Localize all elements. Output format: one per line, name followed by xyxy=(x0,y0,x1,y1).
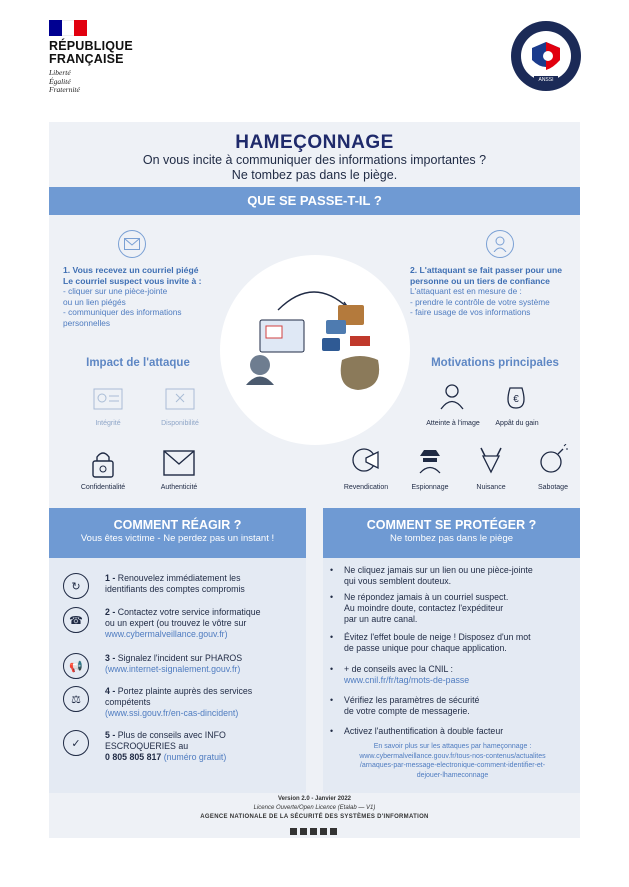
justice-scales-icon: ⚖ xyxy=(63,686,89,712)
step-number: 4 - xyxy=(105,686,116,696)
page-title: HAMEÇONNAGE xyxy=(235,132,394,153)
step-1-subtitle: Le courriel suspect vous invite à : xyxy=(63,275,202,286)
impact-label-availability: Disponibilité xyxy=(161,420,199,427)
phishing-illustration xyxy=(238,280,388,400)
step-number: 2 - xyxy=(105,607,116,617)
tip-line: de votre compte de messagerie. xyxy=(344,706,470,716)
tip-line: Évitez l'effet boule de neige ! Disposez d'un mot xyxy=(344,632,531,642)
youtube-icon[interactable] xyxy=(310,828,317,835)
tip-line: par un autre canal. xyxy=(344,614,418,624)
step-1-line: - communiquer des informations xyxy=(63,307,182,317)
tip-line: qui vous semblent douteux. xyxy=(344,576,452,586)
step-number: 3 - xyxy=(105,653,116,663)
footnote-line: En savoir plus sur les attaques par hameçonnage : xyxy=(373,743,532,750)
step-1-line: - cliquer sur une pièce-jointe xyxy=(63,286,168,296)
step-1-line: ou un lien piégés xyxy=(63,296,126,307)
react-step-5 xyxy=(63,730,298,763)
step-2-title-cont: personne ou un tiers de confiance xyxy=(410,275,550,286)
impact-label-confidentiality: Confidentialité xyxy=(80,484,126,491)
pharos-link[interactable]: (www.internet-signalement.gouv.fr) xyxy=(105,664,241,674)
protect-header xyxy=(323,508,580,558)
protect-tip-6: • Activez l'authentification à double facteur xyxy=(330,726,504,736)
react-step-1 xyxy=(63,573,298,599)
step-2-line: - faire usage de vos informations xyxy=(410,307,531,317)
protect-tip-5: • Vérifiez les paramètres de sécurité de votre compte de messagerie. xyxy=(330,695,480,716)
more-info-footnote xyxy=(330,742,575,780)
envelope-icon xyxy=(124,238,140,250)
step-line: ESCROQUERIES au xyxy=(105,741,189,751)
react-header xyxy=(49,508,306,558)
step-line: compétents xyxy=(105,697,151,707)
tip-line: de passe unique pour chaque application. xyxy=(344,643,507,653)
step-2-subtitle: L'attaquant est en mesure de : xyxy=(410,286,522,296)
republic-motto xyxy=(49,69,80,95)
confidentiality-lock-icon xyxy=(92,450,114,478)
section-heading-what-happens: QUE SE PASSE-T-IL ? xyxy=(49,187,580,215)
ssi-incident-link[interactable]: (www.ssi.gouv.fr/en-cas-dincident) xyxy=(105,708,239,718)
integrity-icon xyxy=(93,388,123,410)
agency-name: AGENCE NATIONALE DE LA SÉCURITÉ DES SYSTÈMES D'INFORMATION xyxy=(200,814,429,820)
page-subtitle xyxy=(49,153,580,183)
protect-tip-2: • Ne répondez jamais à un courriel suspect. Au moindre doute, contactez l'expéditeur par un autre canal. xyxy=(330,592,509,624)
step-line: Plus de conseils avec INFO xyxy=(117,730,226,740)
tip-line: Ne cliquez jamais sur un lien ou une pièce-jointe xyxy=(344,565,533,575)
spy-icon xyxy=(416,446,444,474)
republique-francaise-wordmark xyxy=(49,40,133,66)
money-bag-icon xyxy=(502,380,530,410)
checklist-icon: ✓ xyxy=(63,730,89,756)
react-title: COMMENT RÉAGIR ? xyxy=(113,518,242,532)
motto-liberte: Liberté xyxy=(49,68,71,77)
motivation-label-espionnage: Espionnage xyxy=(411,484,449,491)
protect-tip-3: • Évitez l'effet boule de neige ! Disposez d'un mot de passe unique pour chaque application. xyxy=(330,632,531,653)
footnote-link[interactable]: www.cybermalveillance.gouv.fr/tous-nos-contenus/actualites xyxy=(359,752,546,760)
availability-icon xyxy=(165,388,195,410)
motivation-label-gain: Appât du gain xyxy=(495,420,539,427)
version-line: Version 2.0 - Janvier 2022 xyxy=(277,796,352,802)
anssi-seal-logo xyxy=(510,20,582,92)
protect-subtitle: Ne tombez pas dans le piège xyxy=(389,533,514,544)
protect-tip-1: • Ne cliquez jamais sur un lien ou une pièce-jointe qui vous semblent douteux. xyxy=(330,565,533,586)
step-1-text xyxy=(63,265,223,328)
republique-text: RÉPUBLIQUE xyxy=(49,39,133,53)
image-damage-icon xyxy=(438,382,466,410)
motivation-label-sabotage: Sabotage xyxy=(538,484,568,491)
mail-icon[interactable] xyxy=(330,828,337,835)
motto-egalite: Égalité xyxy=(49,76,71,86)
step-number: 1 - xyxy=(105,573,116,583)
step-line: Signalez l'incident sur PHAROS xyxy=(117,653,243,663)
motivation-label-nuisance: Nuisance xyxy=(476,484,506,491)
motivation-label-image: Atteinte à l'image xyxy=(426,420,480,427)
impact-label-authenticity: Authenticité xyxy=(160,484,198,491)
francaise-text: FRANÇAISE xyxy=(49,52,124,66)
protect-tip-4: • + de conseils avec la CNIL : www.cnil.fr/fr/tag/mots-de-passe xyxy=(330,664,470,685)
support-headset-icon: ☎ xyxy=(63,607,89,633)
motto-fraternite: Fraternité xyxy=(49,85,80,94)
tip-line: + de conseils avec la CNIL : xyxy=(344,664,453,674)
devil-nuisance-icon xyxy=(477,446,505,474)
step-2-line: - prendre le contrôle de votre système xyxy=(410,296,550,307)
step-number: 5 - xyxy=(105,730,116,740)
licence-line: Licence Ouverte/Open Licence (Etalab — V1) xyxy=(253,805,376,811)
linkedin-icon[interactable] xyxy=(300,828,307,835)
cybermalveillance-link[interactable]: www.cybermalveillance.gouv.fr) xyxy=(105,629,228,639)
impact-heading: Impact de l'attaque xyxy=(86,357,190,369)
tip-line: Activez l'authentification à double facteur xyxy=(344,726,504,736)
subtitle-line-1: On vous incite à communiquer des informations importantes ? xyxy=(142,153,487,167)
step-line: Renouvelez immédiatement les xyxy=(117,573,241,583)
tip-line: Vérifiez les paramètres de sécurité xyxy=(344,695,480,705)
free-number-note: (numéro gratuit) xyxy=(163,752,227,762)
authenticity-envelope-icon xyxy=(163,450,195,476)
protect-title: COMMENT SE PROTÉGER ? xyxy=(366,518,537,532)
twitter-icon[interactable] xyxy=(290,828,297,835)
step-line: identifiants des comptes compromis xyxy=(105,584,245,594)
react-step-2 xyxy=(63,607,298,640)
french-flag xyxy=(49,20,87,36)
react-step-4 xyxy=(63,686,298,719)
tip-line: Ne répondez jamais à un courriel suspect. xyxy=(344,592,509,602)
step-1-line: personnelles xyxy=(63,317,111,328)
svg-text:€: € xyxy=(513,394,519,405)
password-reset-icon: ↻ xyxy=(63,573,89,599)
impostor-person-icon xyxy=(493,236,507,252)
megaphone-globe-icon xyxy=(352,446,380,474)
react-step-3 xyxy=(63,653,298,679)
motivations-heading: Motivations principales xyxy=(431,357,559,369)
bomb-sabotage-icon xyxy=(538,444,568,474)
step-line: Portez plainte auprès des services xyxy=(117,686,253,696)
footnote-link[interactable]: /arnaques-par-message-electronique-comment-identifier-et- xyxy=(359,762,546,769)
info-escroqueries-phone: 0 805 805 817 xyxy=(105,752,162,762)
footnote-link[interactable]: dejouer-lhameconnage xyxy=(416,771,489,779)
react-subtitle: Vous êtes victime - Ne perdez pas un instant ! xyxy=(80,533,275,544)
step-2-title: 2. L'attaquant se fait passer pour une xyxy=(410,265,562,275)
megaphone-icon: 📢 xyxy=(63,653,89,679)
impact-label-integrity: Intégrité xyxy=(95,420,121,427)
subtitle-line-2: Ne tombez pas dans le piège. xyxy=(231,168,398,182)
step-line: ou un expert (ou trouvez le vôtre sur xyxy=(105,618,247,628)
social-icons xyxy=(290,828,337,835)
step-1-title: 1. Vous recevez un courriel piégé xyxy=(63,265,199,275)
step-line: Contactez votre service informatique xyxy=(117,607,261,617)
cnil-link[interactable]: www.cnil.fr/fr/tag/mots-de-passe xyxy=(344,675,470,685)
tip-line: Au moindre doute, contactez l'expéditeur xyxy=(344,603,504,613)
step-2-text xyxy=(410,265,580,318)
motivation-label-revendication: Revendication xyxy=(343,484,389,491)
anssi-logo-text: ANSSI xyxy=(538,77,554,83)
facebook-icon[interactable] xyxy=(320,828,327,835)
